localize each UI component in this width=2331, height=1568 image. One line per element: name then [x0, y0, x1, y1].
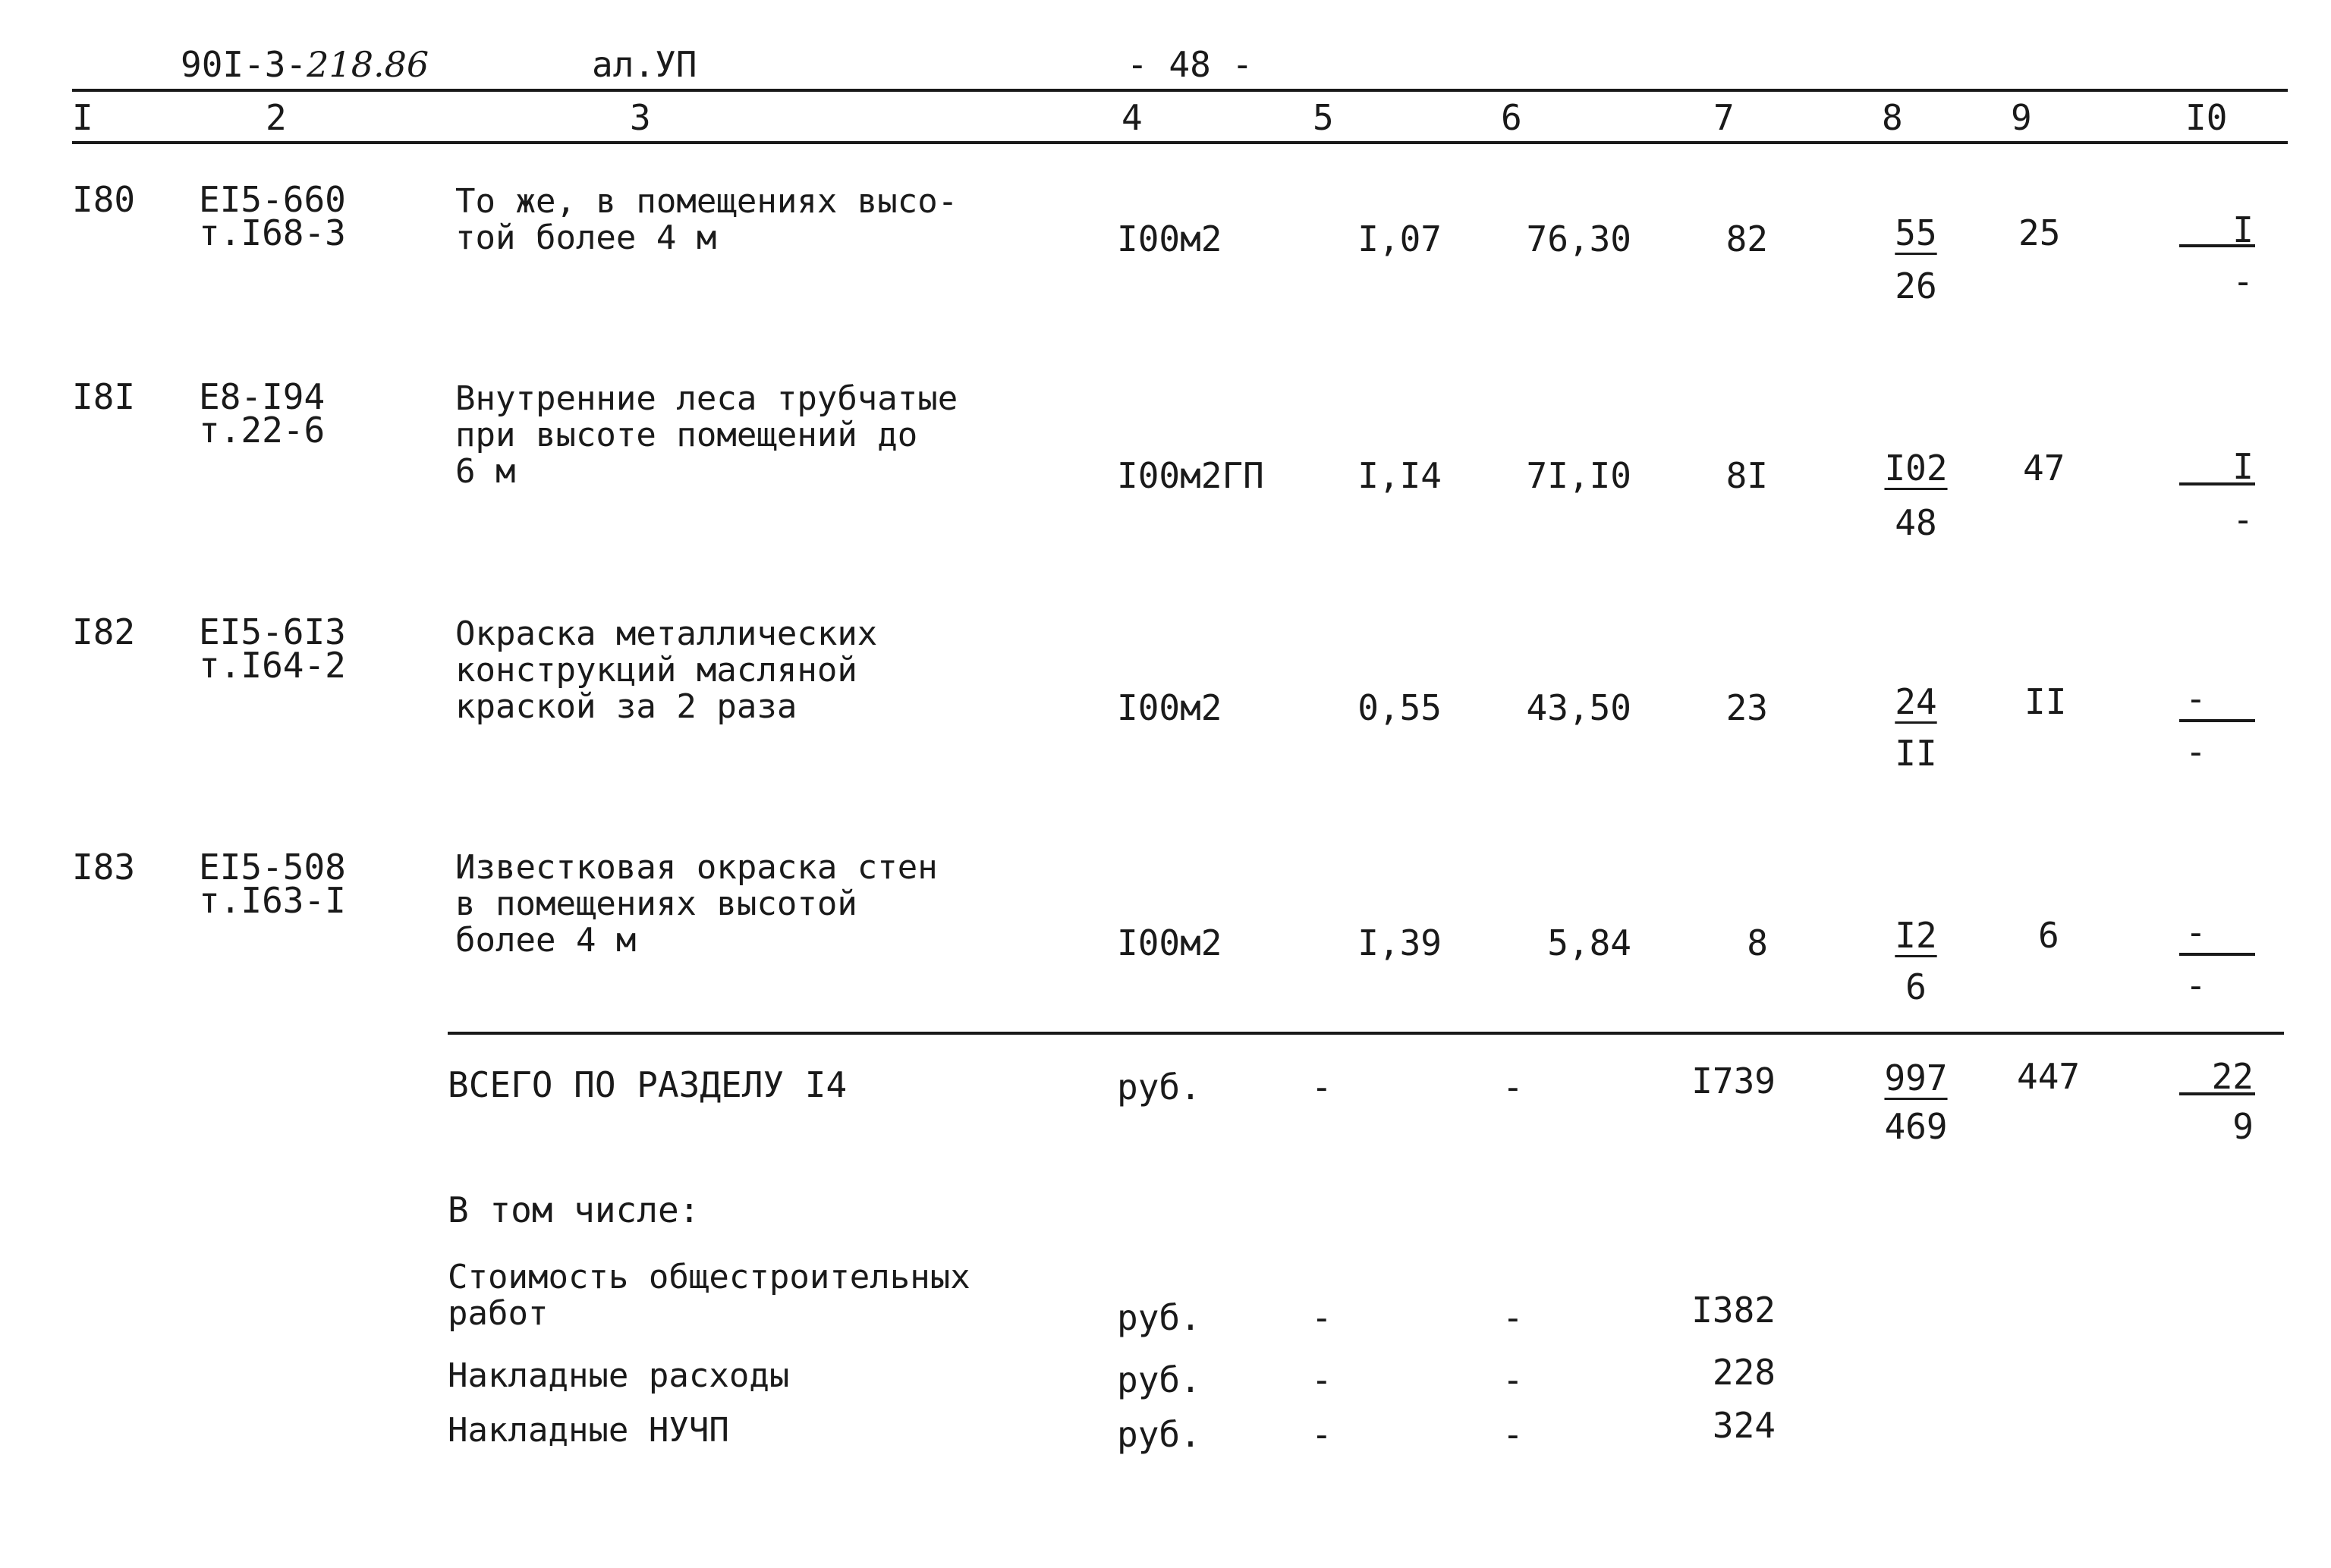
norm-table-ref: т.I64-2 — [199, 645, 346, 686]
unit-price: 43,50 — [1526, 687, 1631, 728]
breakdown-unit: руб. — [1117, 1359, 1201, 1400]
summary-col10-denominator: 9 — [2232, 1106, 2254, 1147]
norm-code: EI5-508 — [199, 847, 346, 888]
summary-col9: 447 — [2017, 1056, 2081, 1097]
summary-total: I739 — [1691, 1061, 1776, 1101]
header-top-rule — [72, 89, 2288, 92]
document-code-handwritten: 218.86 — [307, 44, 429, 85]
column-number-6: 6 — [1501, 97, 1522, 138]
summary-col8-denominator: 469 — [1884, 1106, 1948, 1147]
album-label: ал.УП — [592, 44, 697, 85]
col9-value: 47 — [2023, 448, 2065, 489]
summary-col10-fraction-line — [2179, 1092, 2255, 1095]
norm-code: EI5-660 — [199, 179, 346, 220]
row-number: I8I — [72, 376, 136, 417]
col10-denominator: - — [2232, 261, 2254, 302]
column-number-9: 9 — [2011, 97, 2032, 138]
breakdown-label: Накладные расходы — [448, 1356, 790, 1395]
summary-col8-numerator: 997 — [1884, 1057, 1948, 1098]
col9-value: II — [2024, 681, 2067, 722]
col8-denominator: 48 — [1895, 502, 1937, 543]
col10-fraction-line — [2179, 482, 2255, 485]
unit: I00м2 — [1117, 687, 1222, 728]
column-number-7: 7 — [1713, 97, 1735, 138]
column-number-8: 8 — [1882, 97, 1903, 138]
quantity: I,I4 — [1357, 455, 1442, 496]
total-cost: 8I — [1725, 455, 1768, 496]
col10-numerator: I — [2232, 209, 2254, 250]
column-number-1: I — [72, 97, 93, 138]
work-description: Окраска металлических конструкций масляной краской за 2 раза — [455, 614, 878, 726]
breakdown-col5: - — [1311, 1414, 1332, 1455]
breakdown-total: 324 — [1712, 1405, 1776, 1446]
quantity: I,39 — [1357, 922, 1442, 963]
col10-numerator: I — [2232, 446, 2254, 487]
breakdown-total: I382 — [1691, 1290, 1776, 1331]
col10-fraction-line — [2179, 719, 2255, 722]
col10-numerator: - — [2185, 678, 2207, 719]
col8-denominator: 6 — [1905, 966, 1927, 1007]
row-number: I83 — [72, 847, 136, 888]
col10-denominator: - — [2185, 965, 2207, 1006]
col8-numerator: 55 — [1895, 212, 1937, 253]
col10-fraction-line — [2179, 953, 2255, 956]
work-description: Внутренние леса трубчатые при высоте помещений до 6 м — [455, 379, 958, 491]
breakdown-col6: - — [1502, 1297, 1524, 1338]
total-cost: 8 — [1747, 922, 1768, 963]
column-number-3: 3 — [630, 97, 651, 138]
unit: I00м2 — [1117, 922, 1222, 963]
col8-denominator: II — [1895, 733, 1937, 774]
quantity: I,07 — [1357, 218, 1442, 259]
col8-numerator: I02 — [1884, 448, 1948, 489]
summary-col5: - — [1311, 1067, 1332, 1108]
summary-rule — [448, 1032, 2284, 1035]
breakdown-label: Стоимость общестроительных работ — [448, 1258, 970, 1333]
column-number-4: 4 — [1121, 97, 1143, 138]
unit: I00м2 — [1117, 218, 1222, 259]
document-code-printed: 90I-3- — [181, 44, 307, 85]
unit-price: 5,84 — [1547, 922, 1631, 963]
header-bottom-rule — [72, 141, 2288, 144]
col8-numerator: 24 — [1895, 681, 1937, 722]
summary-label: ВСЕГО ПО РАЗДЕЛУ I4 — [448, 1064, 848, 1105]
norm-table-ref: т.I68-3 — [199, 212, 346, 253]
col10-fraction-line — [2179, 244, 2255, 247]
unit-price: 76,30 — [1526, 218, 1631, 259]
breakdown-total: 228 — [1712, 1352, 1776, 1393]
unit: I00м2ГП — [1117, 455, 1264, 496]
norm-table-ref: т.22-6 — [199, 410, 326, 451]
including-label: В том числе: — [448, 1189, 700, 1230]
col9-value: 6 — [2038, 915, 2059, 956]
column-number-2: 2 — [266, 97, 287, 138]
col8-denominator: 26 — [1895, 266, 1937, 306]
total-cost: 82 — [1725, 218, 1768, 259]
breakdown-unit: руб. — [1117, 1297, 1201, 1338]
norm-code: E8-I94 — [199, 376, 326, 417]
column-number-5: 5 — [1313, 97, 1334, 138]
row-number: I82 — [72, 611, 136, 652]
col10-denominator: - — [2232, 499, 2254, 540]
col8-numerator: I2 — [1895, 915, 1937, 956]
unit-price: 7I,I0 — [1526, 455, 1631, 496]
breakdown-col6: - — [1502, 1414, 1524, 1455]
col10-numerator: - — [2185, 912, 2207, 953]
col9-value: 25 — [2018, 212, 2061, 253]
column-number-10: I0 — [2185, 97, 2228, 138]
summary-col10-numerator: 22 — [2211, 1056, 2254, 1097]
col10-denominator: - — [2185, 731, 2207, 772]
total-cost: 23 — [1725, 687, 1768, 728]
work-description: То же, в помещениях высо- той более 4 м — [455, 182, 958, 257]
breakdown-unit: руб. — [1117, 1414, 1201, 1455]
page-number: - 48 - — [1127, 44, 1254, 85]
breakdown-col5: - — [1311, 1359, 1332, 1400]
norm-table-ref: т.I63-I — [199, 880, 346, 921]
breakdown-col5: - — [1311, 1297, 1332, 1338]
breakdown-label: Накладные НУЧП — [448, 1411, 729, 1450]
quantity: 0,55 — [1357, 687, 1442, 728]
summary-unit: руб. — [1117, 1067, 1201, 1108]
work-description: Известковая окраска стен в помещениях высотой более 4 м — [455, 848, 938, 960]
norm-code: EI5-6I3 — [199, 611, 346, 652]
document-code — [181, 44, 429, 85]
row-number: I80 — [72, 179, 136, 220]
breakdown-col6: - — [1502, 1359, 1524, 1400]
summary-col6: - — [1502, 1067, 1524, 1108]
